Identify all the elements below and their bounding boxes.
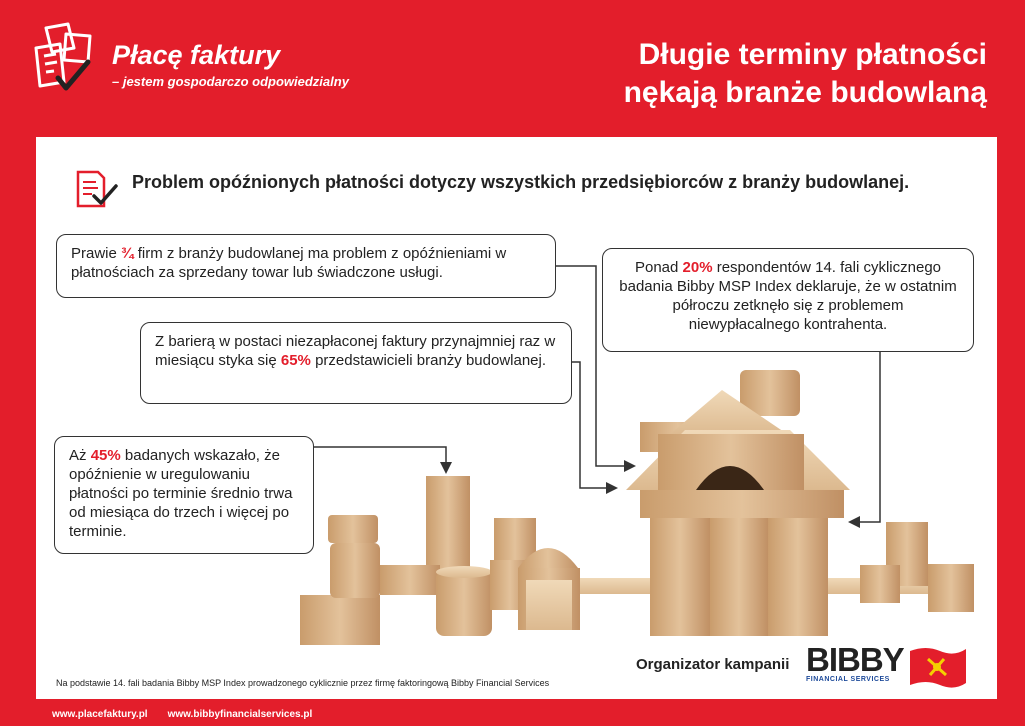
callout-three-quarters (56, 234, 556, 298)
bibby-logo (806, 641, 908, 690)
organizer-label: Organizator kampanii (636, 656, 790, 673)
source-footnote: Na podstawie 14. fali badania Bibby MSP Index prowadzonego cyklicznie przez firmę faktoringową Bibby Financial Services (56, 678, 550, 688)
callout-20-percent (602, 248, 974, 352)
callout-2-highlight: 65% (280, 352, 311, 369)
bibby-logo-sub: FINANCIAL SERVICES (806, 676, 890, 683)
callout-1-pre: Prawie (71, 245, 122, 262)
brand-subtitle: – jestem gospodarczo odpowiedzialny (112, 74, 349, 89)
link-placefaktury[interactable]: www.placefaktury.pl (52, 709, 148, 720)
bibby-logo-word: BIBBY (806, 641, 904, 678)
callout-4-pre: Ponad (634, 259, 683, 276)
callout-3-highlight: 45% (90, 447, 121, 464)
callout-2-pre: Z barierą w postaci niezapłaconej faktury przynajmniej raz w miesiącu styka się (155, 333, 556, 369)
callout-2-post: przedstawicieli branży budowlanej. (310, 352, 547, 369)
bibby-flag-icon (906, 645, 970, 691)
callout-4-post: respondentów 14. fali cyklicznego badania Bibby MSP Index deklaruje, że w ostatnim półroczu zetknęło się z problemem niewypłacalnego kontrahenta. (619, 259, 957, 333)
callout-45-percent (54, 436, 314, 554)
link-bibby[interactable]: www.bibbyfinancialservices.pl (167, 709, 313, 720)
problem-statement: Problem opóźnionych płatności dotyczy wszystkich przedsiębiorców z branży budowlanej. (132, 172, 910, 192)
headline-line-2: nękają branże budowlaną (623, 76, 987, 109)
invoice-logo-icon (28, 22, 104, 102)
headline (624, 36, 987, 112)
callout-1-post: firm z branży budowlanej ma problem z opóźnieniami w płatnościach za sprzedany towar lub świadczone usługi. (71, 245, 507, 281)
brand-title: Płacę faktury (112, 40, 281, 70)
callout-1-highlight: ¾ (121, 245, 134, 262)
document-check-icon (74, 168, 118, 210)
footer-links (52, 709, 332, 720)
callout-3-post: badanych wskazało, że opóźnienie w uregulowaniu płatności po terminie średnio trwa od miesiąca do trzech i więcej po terminie. (69, 447, 293, 540)
callout-3-pre: Aż (69, 447, 91, 464)
callout-65-percent (140, 322, 572, 404)
headline-line-1: Długie terminy płatności (638, 38, 987, 71)
callout-4-highlight: 20% (682, 259, 713, 276)
